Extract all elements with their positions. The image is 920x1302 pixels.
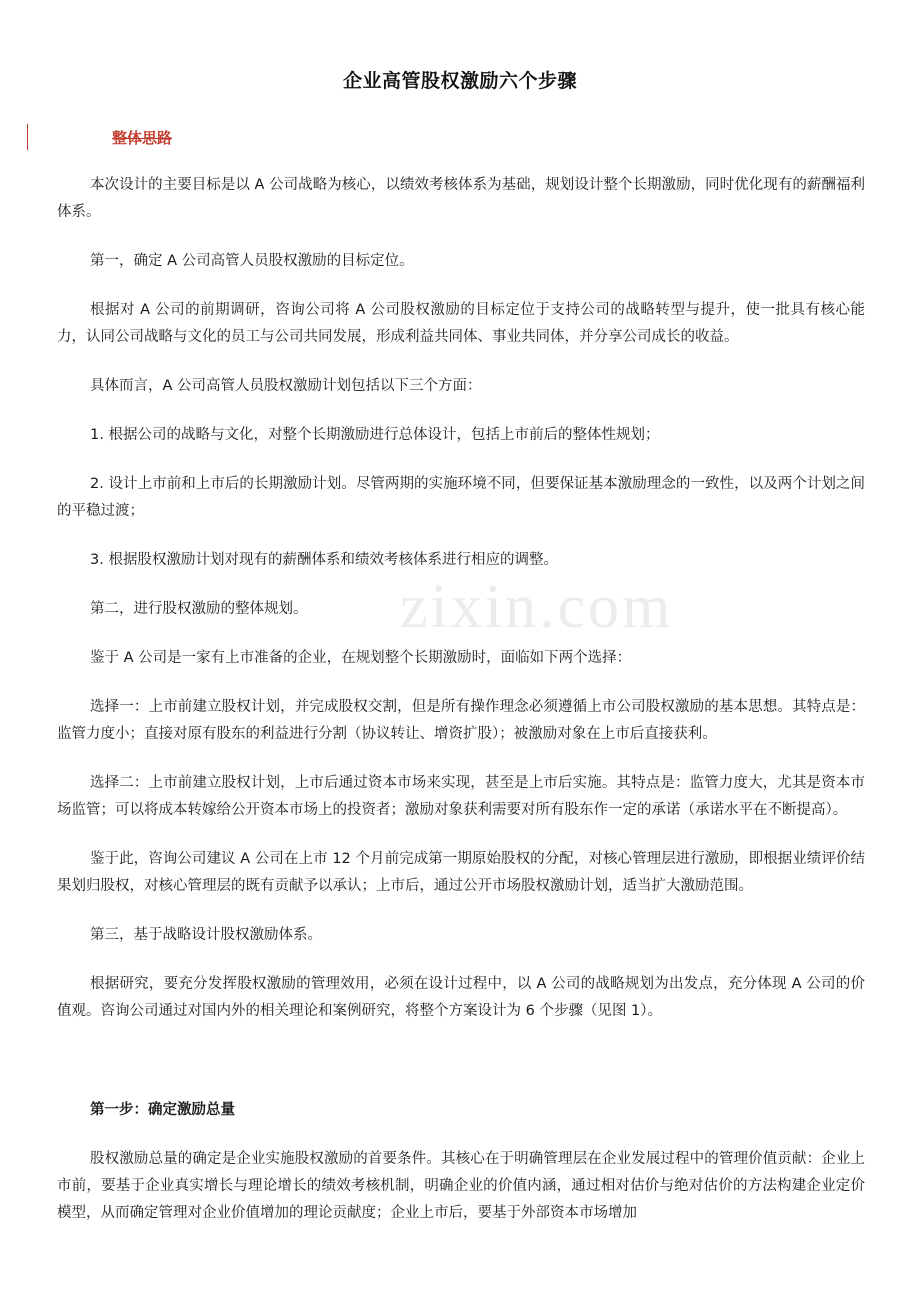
section-heading: 整体思路: [112, 129, 173, 147]
paragraph: 2. 设计上市前和上市后的长期激励计划。尽管两期的实施环境不同，但要保证基本激励理念的一致性，以及两个计划之间的平稳过渡；: [57, 476, 865, 519]
paragraph: 1. 根据公司的战略与文化，对整个长期激励进行总体设计，包括上市前后的整体性规划；: [90, 427, 660, 443]
paragraph: 选择一：上市前建立股权计划，并完成股权交割，但是所有操作理念必须遵循上市公司股权激励的基本思想。其特点是：监管力度小；直接对原有股东的利益进行分割（协议转让、增资扩股）；被激励对象在上市后直接获利。: [57, 699, 865, 742]
paragraph: 第二，进行股权激励的整体规划。: [90, 601, 308, 617]
watermark: zixin.com: [400, 573, 674, 641]
step1-heading: 第一步：确定激励总量: [90, 1102, 235, 1118]
revision-mark: [27, 124, 28, 150]
paragraph: 第三，基于战略设计股权激励体系。: [90, 927, 322, 943]
paragraph: 选择二：上市前建立股权计划，上市后通过资本市场来实现，甚至是上市后实施。其特点是：监管力度大，尤其是资本市场监管；可以将成本转嫁给公开资本市场上的投资者；激励对象获利需要对所有股东作一定的承诺（承诺水平在不断提高）。: [57, 775, 865, 818]
paragraph: 3. 根据股权激励计划对现有的薪酬体系和绩效考核体系进行相应的调整。: [90, 552, 558, 568]
paragraph: 具体而言，A 公司高管人员股权激励计划包括以下三个方面：: [90, 378, 482, 394]
paragraph: 根据对 A 公司的前期调研，咨询公司将 A 公司股权激励的目标定位于支持公司的战略转型与提升，使一批具有核心能力，认同公司战略与文化的员工与公司共同发展，形成利益共同体、事业共同体，并分享公司成长的收益。: [57, 302, 865, 345]
paragraph: 鉴于此，咨询公司建议 A 公司在上市 12 个月前完成第一期原始股权的分配，对核心管理层进行激励，即根据业绩评价结果划归股权，对核心管理层的既有贡献予以承认；上市后，通过公开市场股权激励计划，适当扩大激励范围。: [57, 851, 865, 894]
paragraph: 第一，确定 A 公司高管人员股权激励的目标定位。: [90, 253, 414, 269]
paragraph: 本次设计的主要目标是以 A 公司战略为核心，以绩效考核体系为基础，规划设计整个长期激励，同时优化现有的薪酬福利体系。: [57, 177, 865, 220]
paragraph: 鉴于 A 公司是一家有上市准备的企业，在规划整个长期激励时，面临如下两个选择：: [90, 650, 632, 666]
document-title: 企业高管股权激励六个步骤: [342, 70, 577, 92]
document-body: [57, 172, 865, 1249]
paragraph: 根据研究，要充分发挥股权激励的管理效用，必须在设计过程中，以 A 公司的战略规划为出发点，充分体现 A 公司的价值观。咨询公司通过对国内外的相关理论和案例研究，将整个方案设计为 6 个步骤（见图 1）。: [57, 976, 865, 1019]
step1-paragraph: 股权激励总量的确定是企业实施股权激励的首要条件。其核心在于明确管理层在企业发展过程中的管理价值贡献：企业上市前，要基于企业真实增长与理论增长的绩效考核机制，明确企业的价值内涵，通过相对估价与绝对估价的方法构建企业定价模型，从而确定管理对企业价值增加的理论贡献度；企业上市后，要基于外部资本市场增加: [57, 1151, 865, 1221]
